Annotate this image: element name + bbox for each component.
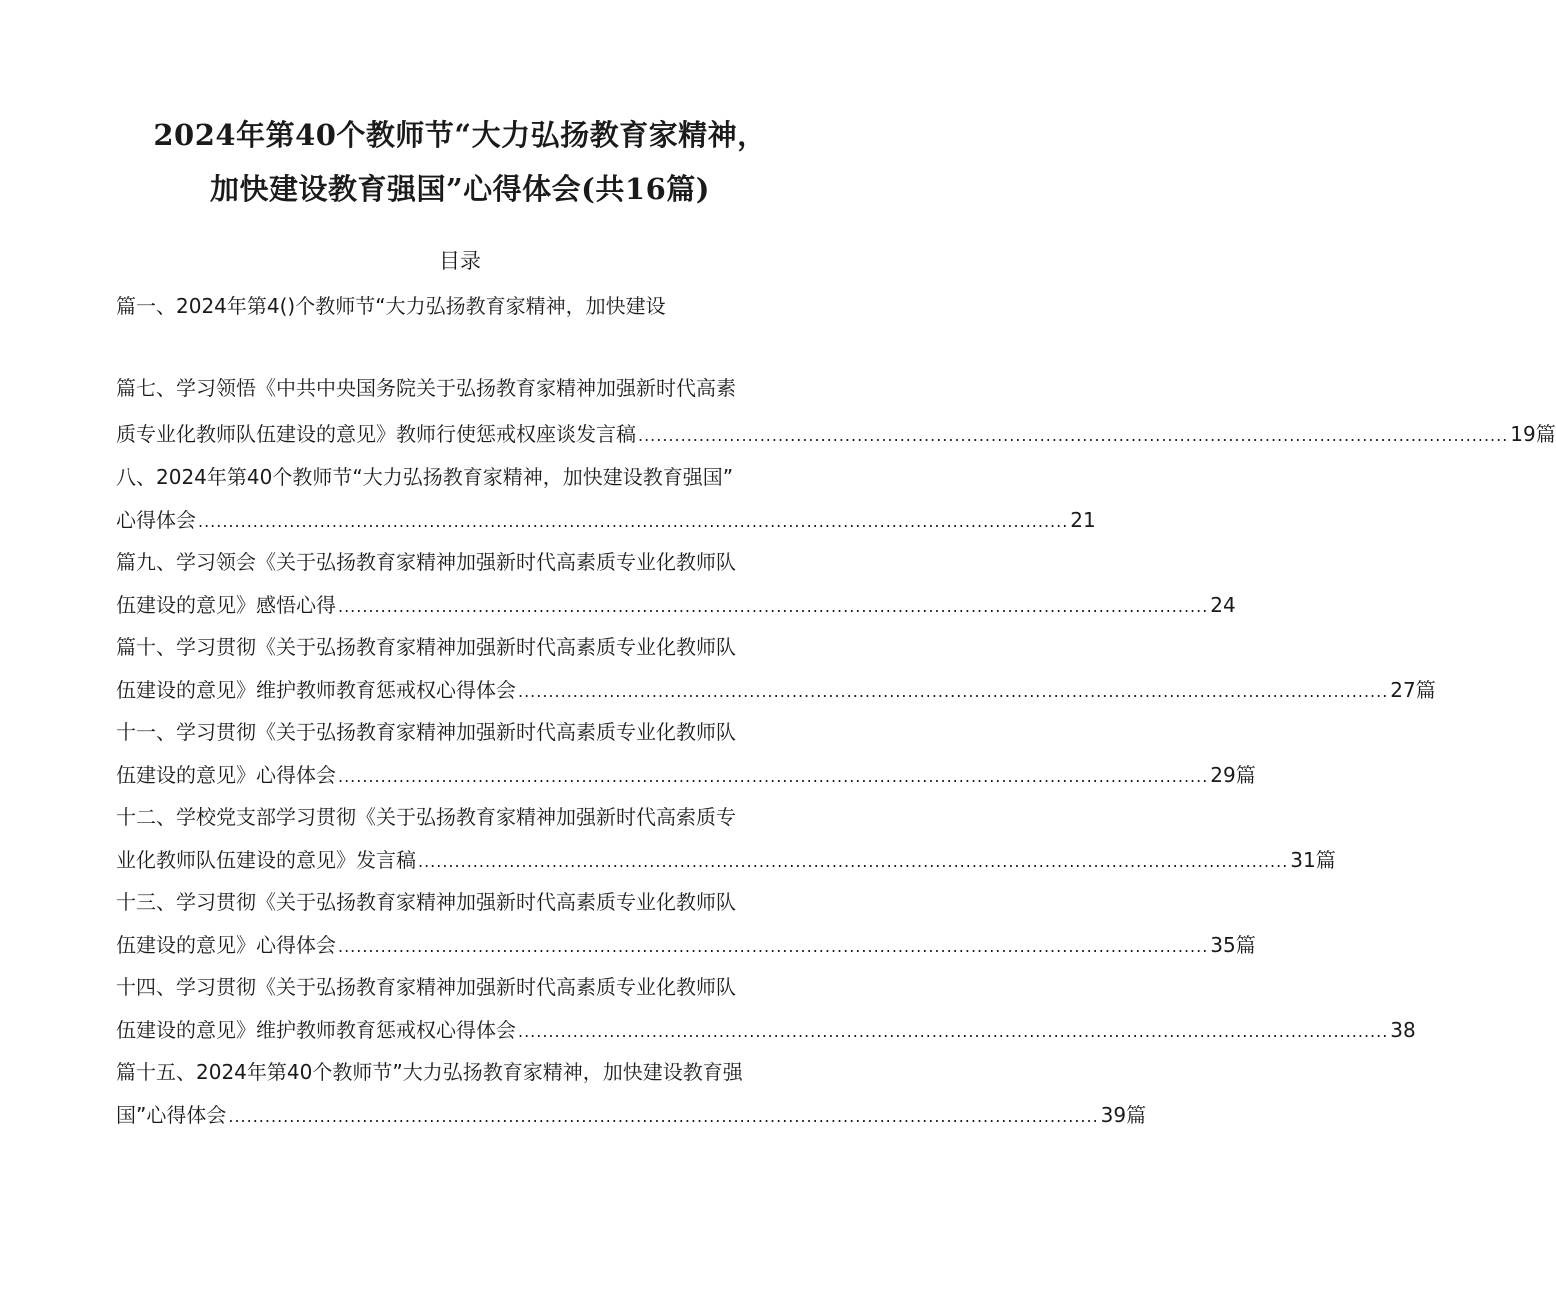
- toc-leader-dots: ...............................................................................................................................................: [198, 512, 1069, 531]
- toc-leader-dots: ...............................................................................................................................................: [228, 1107, 1099, 1126]
- toc-line: 篇十、学习贯彻《关于弘扬教育家精神加强新时代高素质专业化教师队: [116, 635, 736, 659]
- toc-line: 篇十五、2024年第40个教师节”大力弘扬教育家精神，加快建设教育强: [116, 1060, 743, 1084]
- toc-entry: [116, 504, 1096, 536]
- toc-line: 十二、学校党支部学习贯彻《关于弘扬教育家精神加强新时代高索质专: [116, 805, 736, 829]
- document-title-line-2: 加快建设教育强国”心得体会(共16篇): [210, 172, 710, 206]
- toc-page-number: 21: [1070, 508, 1096, 532]
- toc-leader-dots: ...............................................................................................................................................: [338, 597, 1209, 616]
- toc-entry-text: 业化教师队伍建设的意见》发言稿: [116, 848, 416, 872]
- toc-entry: [116, 418, 1556, 450]
- toc-entry-text: 伍建设的意见》心得体会: [116, 763, 336, 787]
- toc-page-number: 31篇: [1290, 848, 1336, 872]
- toc-leader-dots: ...............................................................................................................................................: [338, 767, 1209, 786]
- toc-entry-text: 伍建设的意见》维护教师教育惩戒权心得体会: [116, 678, 516, 702]
- toc-page-number: 29篇: [1210, 763, 1256, 787]
- toc-line: 八、2024年第40个教师节“大力弘扬教育家精神，加快建设教育强国”: [116, 465, 734, 489]
- toc-line: 篇九、学习领会《关于弘扬教育家精神加强新时代高素质专业化教师队: [116, 550, 736, 574]
- toc-entry: [116, 1014, 1416, 1046]
- toc-leader-dots: ...............................................................................................................................................: [418, 852, 1289, 871]
- toc-entry: [116, 674, 1436, 706]
- toc-entry: [116, 589, 1236, 621]
- toc-entry: [116, 929, 1256, 961]
- toc-leader-dots: ...............................................................................................................................................: [518, 682, 1389, 701]
- toc-page-number: 38: [1390, 1018, 1416, 1042]
- toc-heading: 目录: [439, 249, 481, 273]
- toc-line: 十一、学习贯彻《关于弘扬教育家精神加强新时代高素质专业化教师队: [116, 720, 736, 744]
- toc-entry: [116, 1099, 1147, 1131]
- toc-page-number: 19篇: [1510, 422, 1556, 446]
- toc-entry-text: 质专业化教师队伍建设的意见》教师行使惩戒权座谈发言稿: [116, 422, 636, 446]
- toc-entry-text: 伍建设的意见》维护教师教育惩戒权心得体会: [116, 1018, 516, 1042]
- toc-leader-dots: ...............................................................................................................................................: [518, 1022, 1389, 1041]
- toc-entry: [116, 759, 1256, 791]
- toc-line: 十四、学习贯彻《关于弘扬教育家精神加强新时代高素质专业化教师队: [116, 975, 736, 999]
- toc-entry: [116, 844, 1336, 876]
- toc-entry-text: 国”心得体会: [116, 1103, 227, 1127]
- toc-leader-dots: ...............................................................................................................................................: [338, 937, 1209, 956]
- toc-line: 十三、学习贯彻《关于弘扬教育家精神加强新时代高素质专业化教师队: [116, 890, 736, 914]
- toc-page-number: 24: [1210, 593, 1236, 617]
- document-title-line-1: 2024年第40个教师节“大力弘扬教育家精神，: [153, 118, 767, 152]
- toc-leader-dots: ...............................................................................................................................................: [638, 426, 1509, 445]
- toc-entry-text: 心得体会: [116, 508, 196, 532]
- toc-page-number: 35篇: [1210, 933, 1256, 957]
- toc-entry-text: 伍建设的意见》感悟心得: [116, 593, 336, 617]
- toc-line: 篇七、学习领悟《中共中央国务院关于弘扬教育家精神加强新时代高素: [116, 376, 736, 400]
- toc-page-number: 39篇: [1100, 1103, 1147, 1127]
- toc-line: 篇一、2024年第4()个教师节“大力弘扬教育家精神，加快建设: [116, 294, 666, 318]
- toc-entry-text: 伍建设的意见》心得体会: [116, 933, 336, 957]
- toc-page-number: 27篇: [1390, 678, 1436, 702]
